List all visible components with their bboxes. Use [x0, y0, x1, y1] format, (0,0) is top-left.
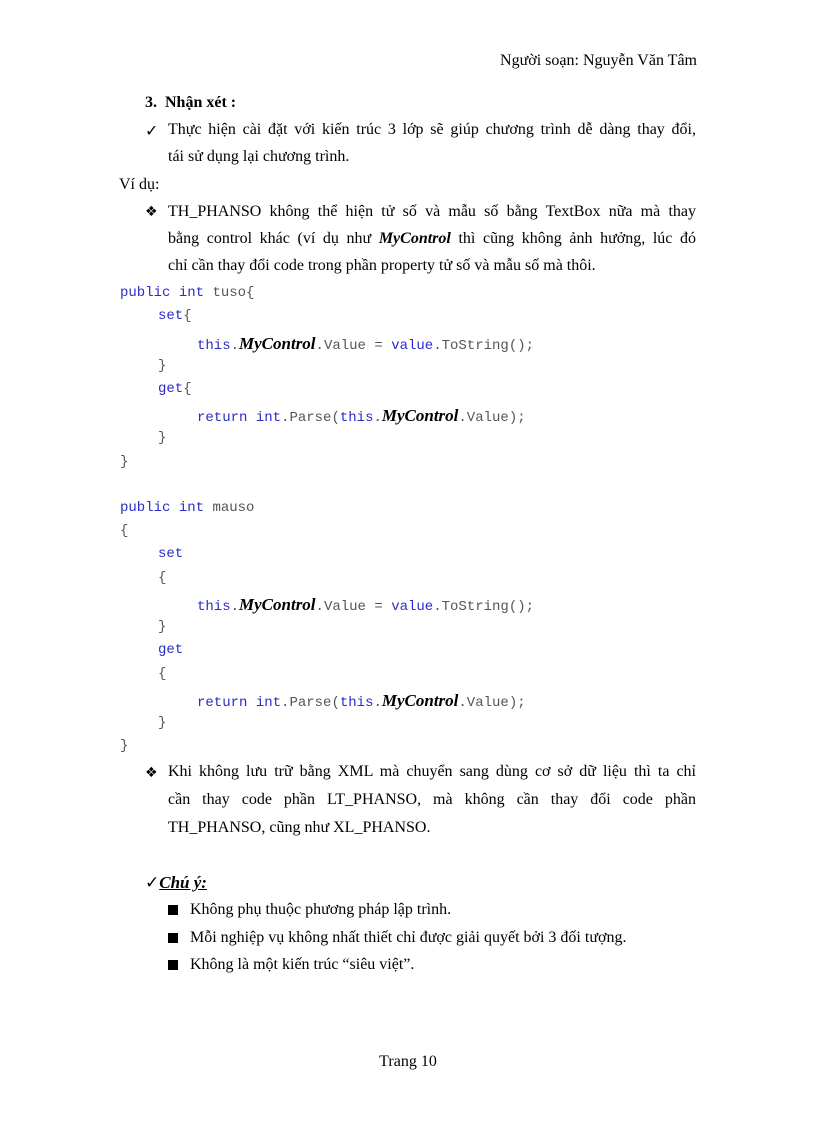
- code-text: .: [230, 599, 240, 615]
- code-text: mauso: [204, 500, 255, 516]
- code-line: [197, 406, 526, 426]
- code-line: [120, 454, 128, 470]
- code-text: {: [183, 308, 192, 324]
- code-text: .: [373, 695, 382, 711]
- code-line: [158, 570, 166, 586]
- note-item-text: Không phụ thuộc phương pháp lập trình.: [190, 901, 452, 918]
- list-item: [168, 901, 451, 919]
- bullet1-line2-pre: bằng control khác (ví dụ như: [168, 230, 379, 247]
- list-item: [168, 956, 414, 974]
- code-text: .ToString();: [433, 599, 535, 615]
- code-keyword: value: [391, 338, 434, 354]
- code-keyword: set: [158, 546, 184, 562]
- code-keyword: get: [158, 381, 184, 397]
- code-line: [158, 381, 192, 397]
- page-number: Trang 10: [379, 1053, 437, 1070]
- code-line: [158, 308, 192, 324]
- code-text: .: [230, 338, 240, 354]
- code-mycontrol: MyControl: [381, 406, 459, 425]
- code-keyword: int: [255, 695, 282, 711]
- code-keyword: int: [255, 410, 282, 426]
- note-heading: [145, 873, 207, 893]
- code-text: }: [158, 430, 167, 446]
- square-bullet-icon: [168, 933, 178, 943]
- code-text: .ToString();: [433, 338, 535, 354]
- code-text: Value: [323, 599, 366, 615]
- check-item-line1: Thực hiện cài đặt với kiến trúc 3 lớp sẽ giúp chương trình dễ dàng thay đổi,: [168, 121, 696, 138]
- list-item: [168, 929, 626, 947]
- code-mycontrol: MyControl: [239, 334, 316, 353]
- section-title: Nhận xét :: [165, 94, 237, 111]
- code-keyword: get: [158, 642, 184, 658]
- code-text: {: [158, 666, 167, 682]
- page-header-author: Người soạn: Nguyễn Văn Tâm: [500, 52, 697, 69]
- code-text: }: [158, 715, 167, 731]
- section-number: 3.: [145, 94, 157, 111]
- code-line: [158, 666, 166, 682]
- code-line: [158, 546, 183, 562]
- section-heading: [145, 94, 236, 112]
- code-text: .: [315, 338, 324, 354]
- note-item-text: Mỗi nghiệp vụ không nhất thiết chỉ được giải quyết bởi 3 đối tượng.: [190, 929, 627, 946]
- code-line: [120, 738, 128, 754]
- code-text: =: [365, 599, 392, 615]
- code-text: {: [158, 570, 167, 586]
- code-line: [158, 715, 166, 731]
- diamond-bullet-icon: ❖: [145, 765, 158, 781]
- code-mycontrol: MyControl: [381, 691, 459, 710]
- code-keyword: this: [339, 695, 374, 711]
- code-text: .: [315, 599, 324, 615]
- code-keyword: int: [178, 500, 205, 516]
- code-line: [120, 523, 128, 539]
- code-line: [158, 619, 166, 635]
- code-text: =: [365, 338, 392, 354]
- code-keyword: value: [391, 599, 434, 615]
- code-text: .Value);: [458, 695, 526, 711]
- square-bullet-icon: [168, 960, 178, 970]
- square-bullet-icon: [168, 905, 178, 915]
- code-line: [120, 285, 254, 301]
- code-text: .Value);: [458, 410, 526, 426]
- code-keyword: this: [197, 599, 231, 615]
- code-text: }: [120, 454, 129, 470]
- code-keyword: this: [339, 410, 374, 426]
- code-keyword: public: [120, 500, 171, 516]
- code-line: [158, 642, 183, 658]
- code-text: tuso{: [204, 285, 255, 301]
- code-keyword: return: [197, 695, 248, 711]
- bullet2-line1: Khi không lưu trữ bằng XML mà chuyển sang dùng cơ sở dữ liệu thì ta chỉ: [168, 763, 696, 780]
- bullet1-line3: chỉ cần thay đổi code trong phần property tử số và mẫu số mà thôi.: [168, 257, 596, 274]
- bullet1-emph-mycontrol: MyControl: [378, 230, 451, 247]
- code-keyword: return: [197, 410, 248, 426]
- code-text: Value: [323, 338, 366, 354]
- bullet1-line1: TH_PHANSO không thể hiện tử số và mẫu số bằng TextBox nữa mà thay: [168, 203, 696, 220]
- note-title: Chú ý:: [159, 873, 207, 892]
- code-text: .Parse(: [281, 410, 340, 426]
- code-text: .: [373, 410, 382, 426]
- code-text: {: [120, 523, 129, 539]
- code-mycontrol: MyControl: [239, 595, 316, 614]
- code-keyword: public: [120, 285, 171, 301]
- check-item-line2: tái sử dụng lại chương trình.: [168, 148, 350, 165]
- code-line: [158, 358, 166, 374]
- example-label: Ví dụ:: [119, 176, 160, 193]
- code-text: }: [158, 619, 167, 635]
- check-mark-icon: ✓: [145, 123, 159, 140]
- code-keyword: int: [178, 285, 205, 301]
- code-text: {: [183, 381, 192, 397]
- code-line: [158, 430, 166, 446]
- code-text: }: [120, 738, 129, 754]
- note-item-text: Không là một kiến trúc “siêu việt”.: [190, 956, 415, 973]
- code-keyword: set: [158, 308, 184, 324]
- code-keyword: this: [197, 338, 231, 354]
- bullet2-line2: cần thay code phần LT_PHANSO, mà không cần thay đổi code phần: [168, 791, 696, 808]
- bullet1-line2: [168, 230, 696, 248]
- bullet1-line2-post: thì cũng không ảnh hưởng, lúc đó: [450, 230, 696, 247]
- code-line: [197, 691, 526, 711]
- diamond-bullet-icon: ❖: [145, 204, 158, 220]
- bullet2-line3: TH_PHANSO, cũng như XL_PHANSO.: [168, 819, 431, 836]
- code-text: .Parse(: [281, 695, 340, 711]
- code-line: [197, 334, 534, 354]
- check-mark-icon: ✓: [145, 873, 160, 892]
- code-line: [120, 500, 254, 516]
- code-line: [197, 595, 534, 615]
- code-text: }: [158, 358, 167, 374]
